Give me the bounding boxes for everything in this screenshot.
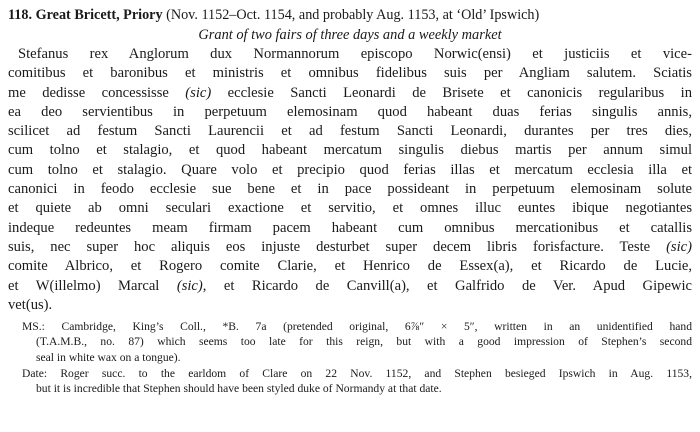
text-segment: vet(us). [8,296,53,313]
charter-text-line [8,122,692,141]
text-segment: suis, nec super hoc aliquis eos injuste desturbet super decem libris forisfacture. Teste [8,238,667,255]
text-segment: et W(illelmo) Marcal [8,277,177,294]
date-note [8,366,692,396]
text-segment: scilicet ad festum Sancti Laurencii et ad festum Sancti Leonardi, durantes per tres dies, [8,123,692,140]
sic-marker: (sic) [666,238,692,255]
note-line: MS.: Cambridge, King’s Coll., *B. 7a (pretended original, 6⅞″ × 5″, written in an unidentified hand [22,320,692,334]
charter-text-line [8,103,692,122]
charter-text-line [8,141,692,160]
text-segment: , et Ricardo de Canvill(a), et Galfrido de Ver. Apud Gipewic [202,277,692,294]
text-segment: indeque redeuntes meam firmam pacem habeant cum omnibus mercationibus et catallis [8,219,692,236]
sic-marker: (sic) [185,84,212,101]
charter-text-line [8,161,692,180]
charter-date-place: (Nov. 1152–Oct. 1154, and probably Aug. 1153, at ‘Old’ Ipswich) [166,7,540,23]
charter-subtitle: Grant of two fairs of three days and a weekly market [198,27,502,43]
note-line: seal in white wax on a tongue). [36,350,181,364]
text-segment: canonici in feodo ecclesie sue bene et in pace possideant in perpetuum elemosinam solute [8,181,692,198]
text-segment: comitibus et baronibus et ministris et omnibus fidelibus suis per Angliam salutem. Sciatis [8,65,692,82]
charter-notes [8,319,692,396]
charter-place: Great Bricett, Priory [35,7,163,23]
charter-text-line [8,296,692,315]
note-line: but it is incredible that Stephen should have been styled duke of Normandy at that date. [36,381,442,395]
charter-text-line [8,219,692,238]
text-segment: comite Albrico, et Rogero comite Clarie, et Henrico de Essex(a), et Ricardo de Lucie, [8,258,692,275]
text-segment: cum tolno et stalagio. Quare volo et precipio quod ferias illas et mercatum ecclesia illa et [8,161,692,178]
manuscript-note [8,319,692,365]
charter-text-line [8,257,692,276]
charter-text-line [8,199,692,218]
note-line: Date: Roger succ. to the earldom of Clare on 22 Nov. 1152, and Stephen besieged Ipswich in Aug. 1153, [22,366,692,380]
charter-entry [8,5,692,396]
note-line: (T.A.M.B., no. 87) which seems too late for this reign, but with a good impression of Stephen’s second [36,335,692,349]
text-segment: me dedisse concessisse [8,84,186,101]
charter-text-line [8,84,692,103]
charter-text-line [8,238,692,257]
charter-text [8,45,692,315]
charter-number: 118. [8,7,33,23]
sic-marker: (sic) [176,277,203,294]
charter-text-line [8,180,692,199]
text-segment: ecclesie Sancti Leonardi de Brisete et canonicis regularibus in [211,84,692,101]
charter-text-line [8,64,692,83]
charter-text-line [8,45,692,64]
text-segment: Stefanus rex Anglorum dux Normannorum episcopo Norwic(ensi) et justiciis et vice- [18,46,692,62]
charter-heading [8,5,692,25]
text-segment: ea deo servientibus in perpetuum elemosinam quod habeant duas ferias singulis annis, [8,103,692,120]
text-segment: et quiete ab omni seculari exactione et servitio, et omnes illuc euntes ibique negotiantes [8,200,692,217]
text-segment: cum tolno et stalagio, et quod habeant mercatum singulis diebus martis per annum simul [8,142,692,159]
charter-text-line [8,277,692,296]
